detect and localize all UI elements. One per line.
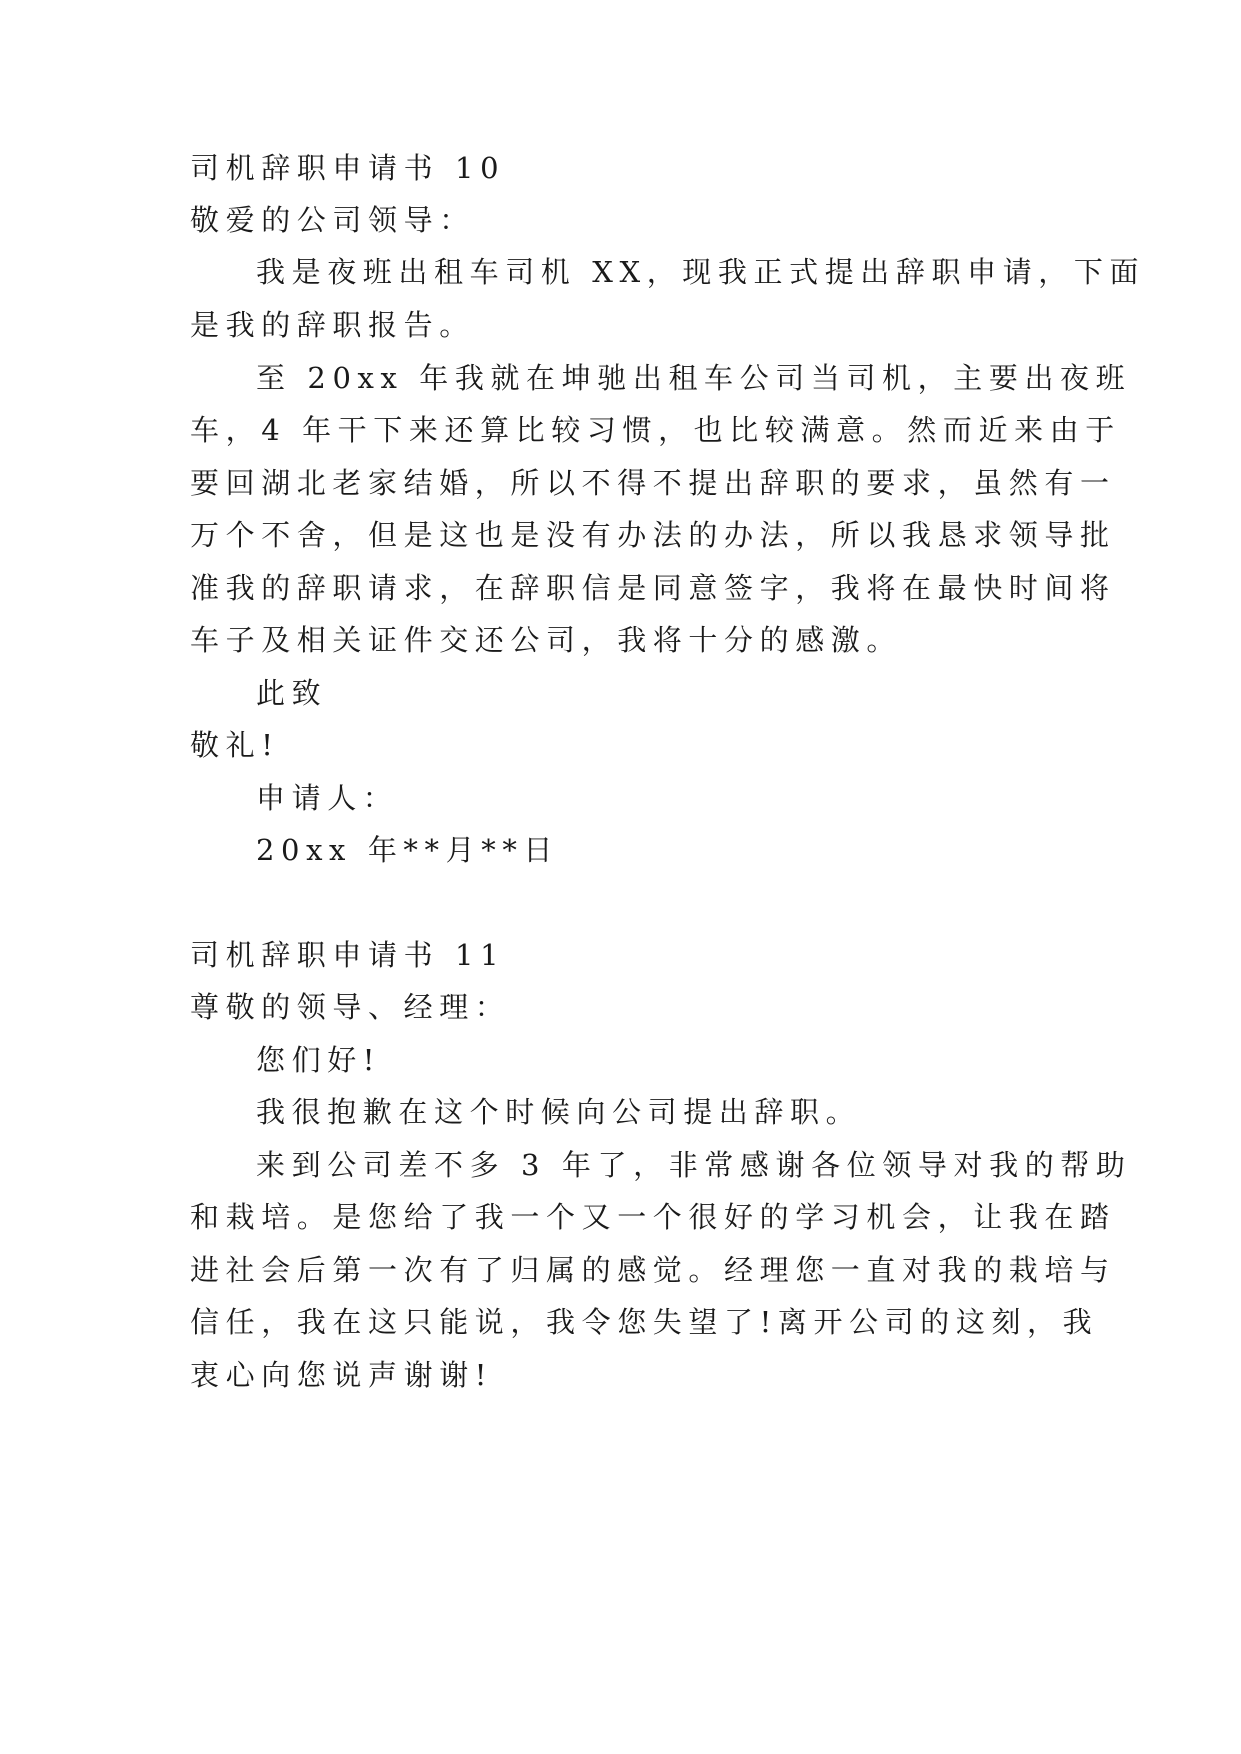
paragraph-line: 车子及相关证件交还公司，我将十分的感激。 [190, 623, 903, 657]
date-line: 20xx 年**月**日 [256, 833, 560, 867]
greeting: 您们好! [256, 1043, 382, 1077]
paragraph-line: 准我的辞职请求，在辞职信是同意签字，我将在最快时间将 [190, 571, 1116, 605]
salutation: 敬爱的公司领导： [190, 203, 475, 237]
letter-title: 司机辞职申请书 11 [190, 938, 506, 972]
paragraph-line: 我很抱歉在这个时候向公司提出辞职。 [256, 1095, 862, 1129]
paragraph-line: 来到公司差不多 3 年了，非常感谢各位领导对我的帮助 [256, 1148, 1132, 1182]
closing-phrase: 此致 [256, 676, 328, 710]
paragraph-line: 万个不舍，但是这也是没有办法的办法，所以我恳求领导批 [190, 518, 1116, 552]
closing-regards: 敬礼! [190, 728, 280, 762]
letter-title: 司机辞职申请书 10 [190, 151, 506, 185]
salutation: 尊敬的领导、经理： [190, 990, 511, 1024]
paragraph-line: 车，4 年干下来还算比较习惯，也比较满意。然而近来由于 [190, 413, 1121, 447]
paragraph-line: 至 20xx 年我就在坤驰出租车公司当司机，主要出夜班 [256, 361, 1132, 395]
paragraph-line: 要回湖北老家结婚，所以不得不提出辞职的要求，虽然有一 [190, 466, 1116, 500]
paragraph-line: 和栽培。是您给了我一个又一个很好的学习机会，让我在踏 [190, 1200, 1116, 1234]
paragraph-line: 是我的辞职报告。 [190, 308, 475, 342]
paragraph-line: 衷心向您说声谢谢! [190, 1358, 494, 1392]
paragraph-line: 信任，我在这只能说，我令您失望了!离开公司的这刻，我 [190, 1305, 1099, 1339]
applicant-label: 申请人： [256, 781, 399, 815]
paragraph-line: 进社会后第一次有了归属的感觉。经理您一直对我的栽培与 [190, 1253, 1116, 1287]
paragraph-line: 我是夜班出租车司机 XX，现我正式提出辞职申请，下面 [256, 255, 1146, 289]
